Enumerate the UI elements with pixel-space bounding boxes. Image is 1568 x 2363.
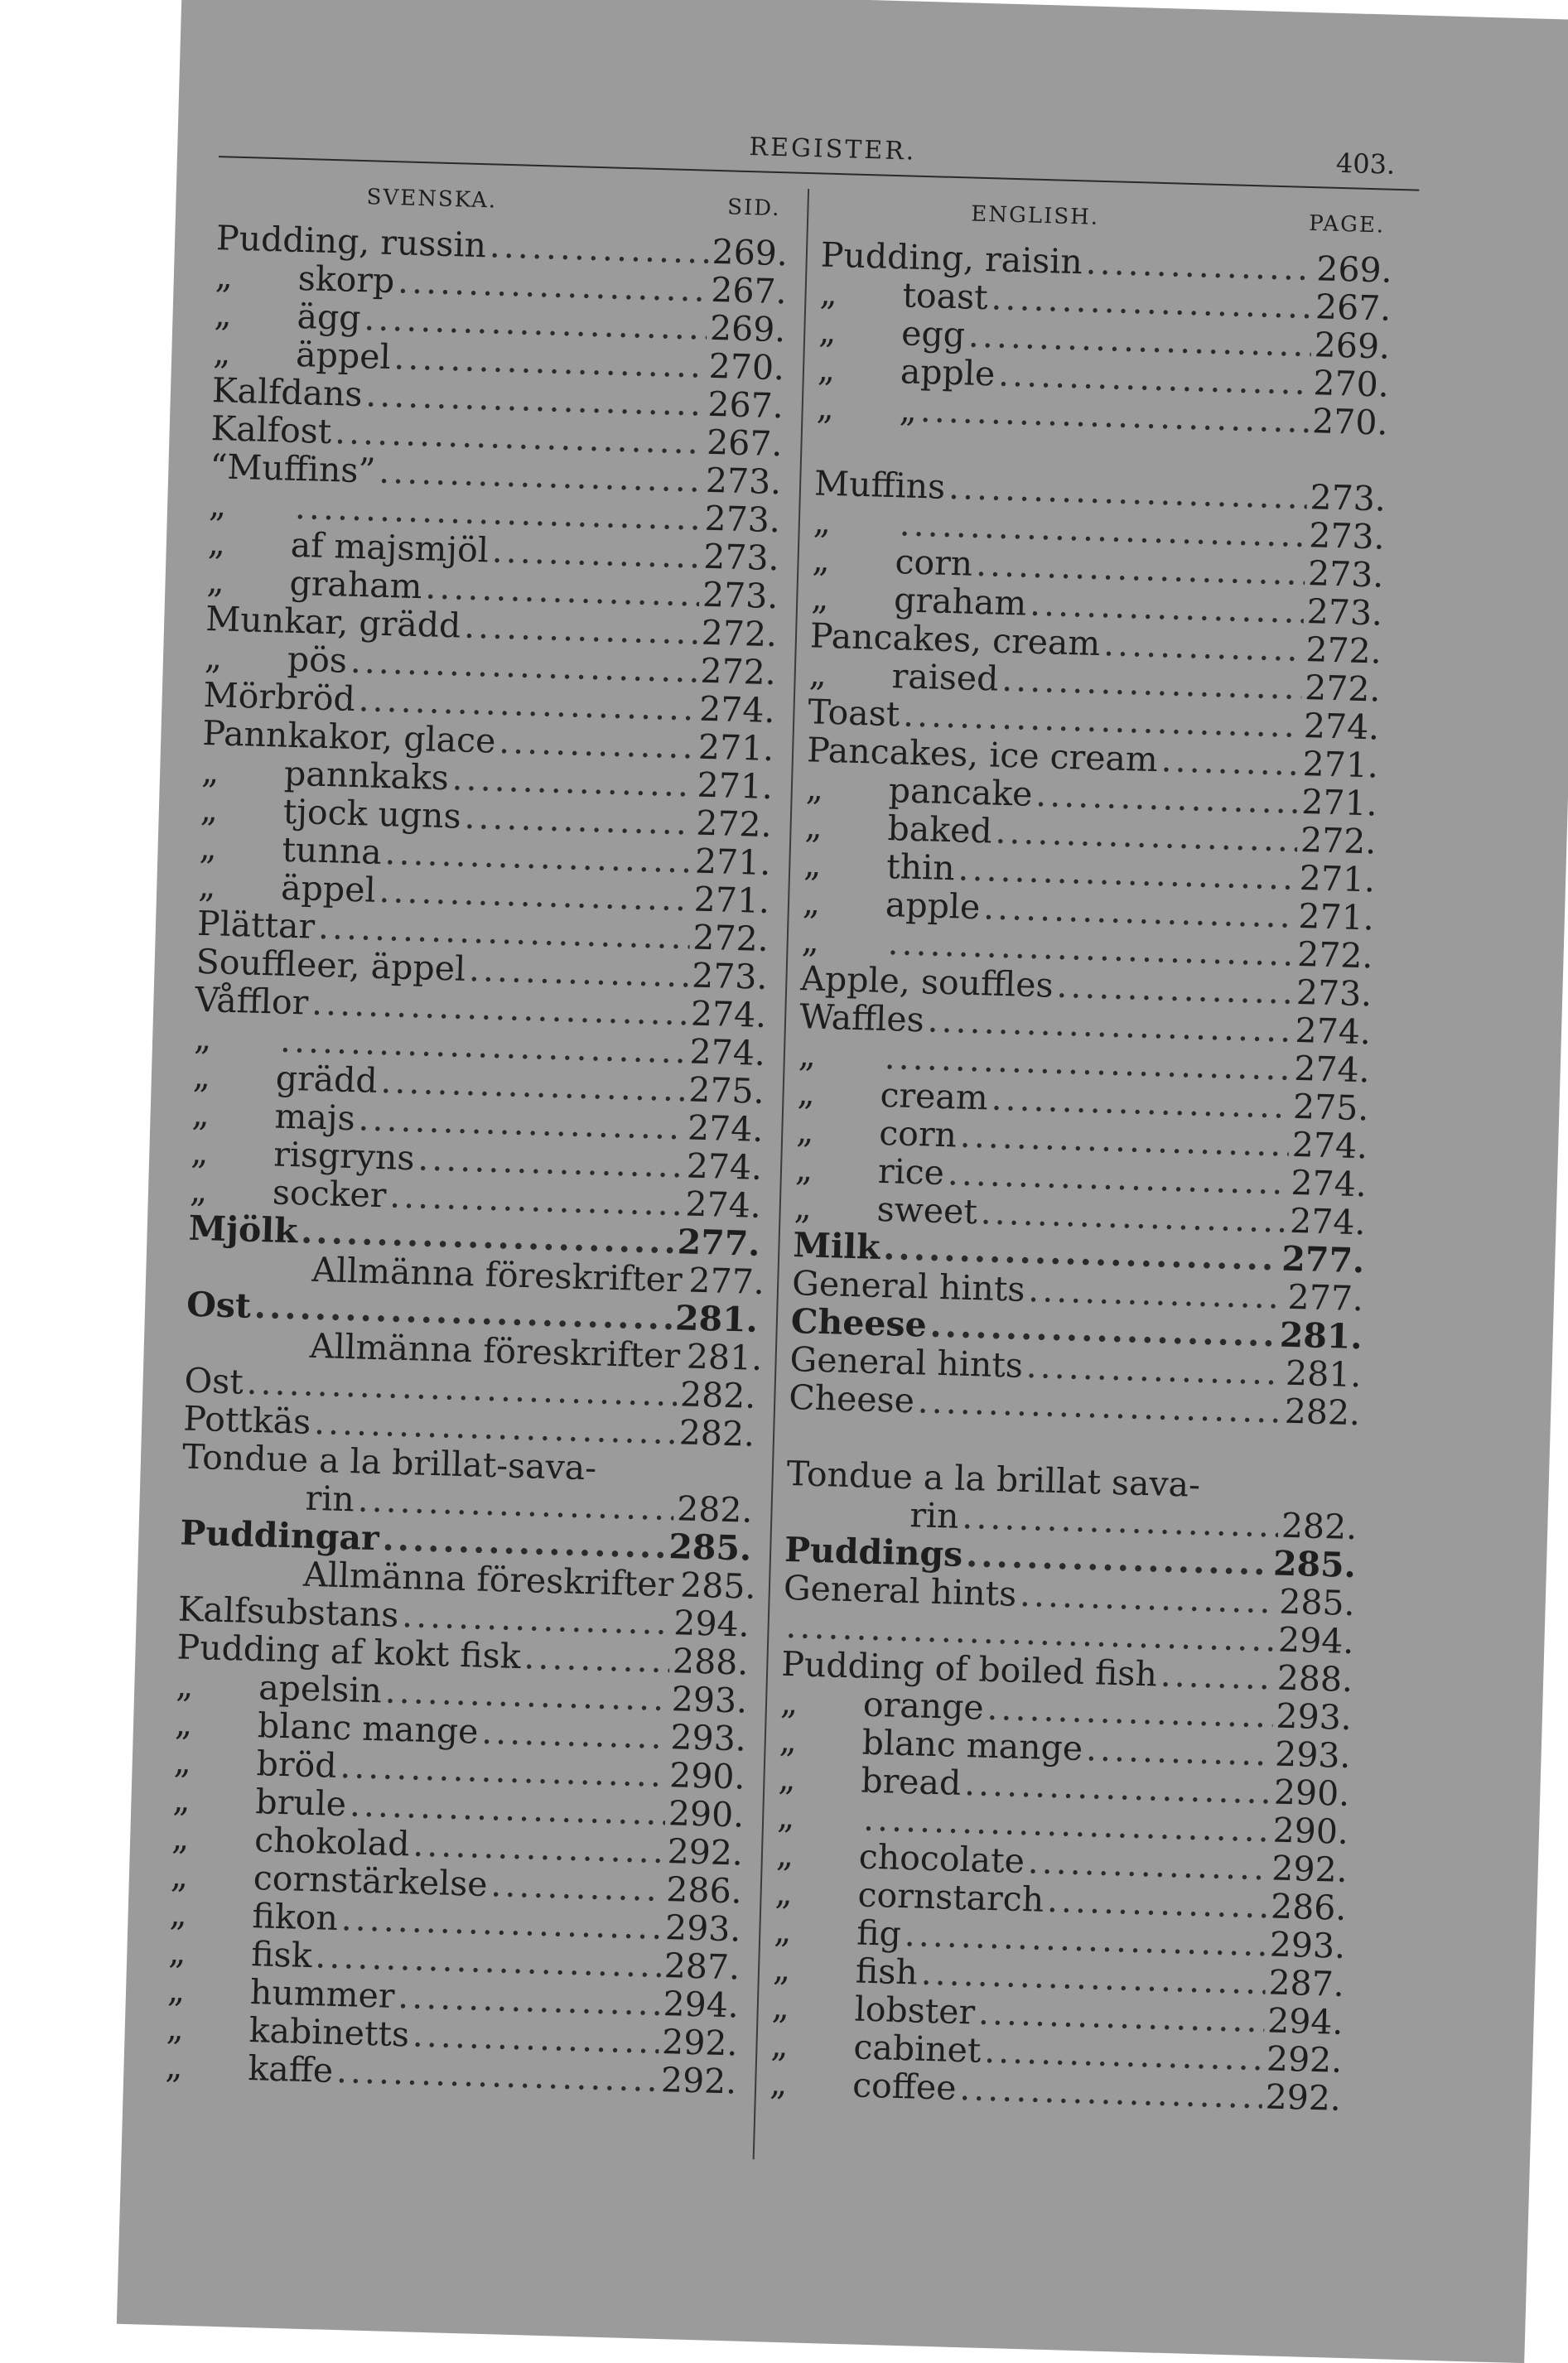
- page-number: 403.: [1335, 147, 1395, 181]
- entry-text: socker: [272, 1173, 387, 1214]
- entry-text: pös: [287, 640, 347, 680]
- dot-leader: [1160, 740, 1300, 783]
- dot-leader: [489, 226, 709, 270]
- entry-text: lobster: [854, 1989, 976, 2031]
- entry-page-number: 272.: [696, 804, 781, 845]
- entry-page-number: 282.: [1284, 1392, 1369, 1433]
- entry-page-number: 269.: [1314, 326, 1399, 366]
- entry-text: orange: [862, 1685, 984, 1727]
- entry-page-number: 272.: [1297, 935, 1382, 976]
- ditto-mark: „: [207, 523, 291, 564]
- entry-text: rice: [877, 1152, 944, 1192]
- dot-leader: [468, 950, 688, 994]
- entry-page-number: 271.: [697, 766, 782, 807]
- entry-page-number: 281.: [1285, 1354, 1370, 1395]
- entry-page-number: 281.: [686, 1337, 771, 1377]
- entry-text: thin: [886, 847, 956, 887]
- entry-text: baked: [887, 809, 992, 851]
- dot-leader: [451, 759, 694, 803]
- entry-page-number: 270.: [708, 347, 794, 388]
- ditto-mark: „: [777, 1797, 861, 1838]
- entry-text: Apple, souffles: [800, 959, 1054, 1005]
- entry-text: Toast: [808, 692, 900, 733]
- entry-page-number: 273.: [1309, 516, 1394, 557]
- entry-text: kabinetts: [248, 2011, 410, 2053]
- entry-page-number: 267.: [711, 271, 796, 311]
- ditto-mark: „: [779, 1683, 863, 1724]
- entry-text: egg: [901, 314, 966, 354]
- entry-text: rin: [305, 1479, 355, 1519]
- entry-page-number: 290.: [669, 1756, 755, 1796]
- ditto-mark: „: [796, 1112, 880, 1152]
- ditto-mark: „: [209, 485, 292, 526]
- entry-page-number: 292.: [662, 2023, 747, 2063]
- entry-page-number: 273.: [1310, 478, 1395, 518]
- entry-page-number: 282.: [1281, 1507, 1366, 1547]
- page-title: REGISTER.: [749, 133, 917, 166]
- entry-page-number: 274.: [1291, 1164, 1376, 1204]
- entry-page-number: 267.: [707, 385, 793, 426]
- entry-page-number: 272.: [692, 918, 778, 958]
- entry-page-number: 272.: [700, 652, 785, 692]
- dot-leader: [677, 1565, 678, 1603]
- ditto-mark: „: [804, 807, 888, 847]
- dot-leader: [491, 532, 701, 576]
- entry-page-number: 267.: [707, 423, 792, 464]
- dot-leader: [1056, 967, 1294, 1011]
- entry-page-number: 286.: [1271, 1887, 1356, 1927]
- dot-leader: [464, 798, 693, 842]
- ditto-mark: „: [176, 1666, 259, 1706]
- dot-leader: [499, 722, 696, 766]
- entry-page-number: 272.: [1300, 821, 1385, 861]
- ditto-mark: „: [171, 1818, 255, 1859]
- ditto-mark: „: [213, 333, 297, 374]
- entry-page-number: 274.: [699, 690, 784, 731]
- entry-page-number: 294.: [1267, 2001, 1353, 2042]
- entry-page-number: 273.: [1306, 592, 1392, 633]
- entry-page-number: 272.: [1305, 668, 1390, 709]
- ditto-mark: „: [775, 1835, 859, 1876]
- entry-text: ägg: [297, 297, 361, 337]
- entry-page-number: 271.: [1302, 745, 1387, 785]
- entry-page-number: 273.: [1295, 973, 1381, 1014]
- entry-page-number: 281.: [674, 1299, 766, 1339]
- page-content: [163, 114, 1421, 2185]
- entry-text: pannkaks: [284, 755, 450, 798]
- entry-text: Mjölk: [188, 1209, 298, 1251]
- entry-page-number: 294.: [663, 1984, 748, 2025]
- ditto-mark: „: [191, 1095, 275, 1136]
- ditto-mark: „: [803, 845, 887, 885]
- dot-leader: [523, 1637, 670, 1680]
- entry-page-number: 273.: [692, 956, 777, 996]
- dot-leader: [1047, 1881, 1268, 1925]
- entry-page-number: 273.: [704, 499, 789, 540]
- ditto-mark: „: [170, 1856, 253, 1897]
- entry-page-number: 274.: [689, 1032, 774, 1073]
- entry-text: Mörbröd: [203, 676, 355, 718]
- entry-page-number: 274.: [1295, 1011, 1380, 1052]
- entry-page-number: 292.: [1271, 1849, 1357, 1889]
- ditto-mark: „: [770, 2026, 854, 2066]
- entry-text: Pudding, russin: [216, 219, 487, 264]
- ditto-mark: „: [215, 257, 298, 297]
- entry-page-number: 271.: [693, 880, 779, 921]
- entry-text: kaffe: [248, 2049, 334, 2090]
- entry-text: Puddings: [784, 1531, 963, 1574]
- entry-text: cream: [880, 1076, 988, 1117]
- entry-page-number: 286.: [666, 1870, 751, 1911]
- entry-page-number: 274.: [1290, 1202, 1375, 1242]
- ditto-mark: „: [797, 1073, 880, 1114]
- entry-page-number: 273.: [1307, 554, 1392, 595]
- entry-page-number: 292.: [1266, 2039, 1351, 2080]
- ditto-mark: „: [201, 752, 285, 793]
- entry-page-number: 271.: [1301, 783, 1387, 823]
- entry-page-number: 277.: [1281, 1239, 1373, 1280]
- entry-page-number: 274.: [686, 1146, 771, 1187]
- entry-page-number: 294.: [1277, 1621, 1363, 1661]
- entry-page-number: 290.: [1272, 1811, 1358, 1851]
- entry-text: General hints: [792, 1264, 1026, 1309]
- entry-page-number: 269.: [1316, 249, 1402, 290]
- entry-page-number: 293.: [670, 1718, 755, 1758]
- dot-leader: [412, 2016, 659, 2061]
- entry-text: „: [899, 390, 918, 429]
- entry-text: Våfflor: [195, 981, 309, 1022]
- ditto-mark: „: [192, 1057, 276, 1097]
- ditto-mark: „: [808, 654, 892, 695]
- entry-text: Tondue a la brillat sava-: [786, 1454, 1200, 1504]
- entry-text: bröd: [256, 1744, 337, 1785]
- ditto-mark: „: [191, 1133, 274, 1174]
- entry-text: brule: [255, 1782, 347, 1823]
- entry-text: Kalfost: [210, 409, 332, 451]
- entry-text: “Muffins”: [210, 447, 376, 490]
- entry-page-number: 292.: [667, 1832, 752, 1873]
- dot-leader: [1027, 1842, 1269, 1887]
- entry-text: Pudding af kokt fisk: [176, 1628, 521, 1676]
- entry-text: Pannkakor, glace: [202, 714, 496, 760]
- dot-leader: [685, 1261, 686, 1299]
- entry-page-number: 269.: [712, 233, 797, 273]
- entry-page-number: 288.: [1276, 1659, 1362, 1700]
- book-page: [117, 0, 1568, 2363]
- ditto-mark: „: [199, 828, 282, 869]
- entry-text: skorp: [297, 259, 395, 300]
- ditto-mark: „: [818, 311, 902, 352]
- entry-text: toast: [902, 276, 988, 316]
- entry-text: Kalfdans: [211, 371, 363, 413]
- ditto-mark: „: [200, 790, 283, 831]
- ditto-mark: „: [198, 866, 282, 907]
- ditto-mark: „: [779, 1721, 862, 1762]
- entry-text: Soufflеer, äppel: [195, 943, 466, 988]
- ditto-mark: „: [805, 769, 889, 809]
- entry-text: coffee: [852, 2066, 958, 2106]
- entry-text: Pottkäs: [183, 1400, 311, 1441]
- entry-text: corn: [895, 543, 973, 583]
- entry-text: äppel: [296, 335, 392, 376]
- entry-page-number: 288.: [672, 1642, 757, 1682]
- entry-text: äppel: [281, 869, 377, 909]
- entry-page-number: 274.: [690, 994, 775, 1034]
- entry-page-number: 274.: [1303, 706, 1388, 747]
- entry-text: pancake: [888, 771, 1033, 813]
- column-heading: SVENSKA.: [366, 185, 497, 213]
- ditto-mark: „: [817, 350, 900, 390]
- entry-page-number: 274.: [1291, 1126, 1377, 1166]
- entry-text: blanc mange: [257, 1706, 479, 1750]
- entry-page-number: 282.: [677, 1489, 762, 1530]
- entry-text: Milk: [793, 1226, 880, 1266]
- entry-page-number: 273.: [703, 538, 789, 578]
- entry-text: fish: [855, 1951, 918, 1991]
- entry-page-number: 282.: [679, 1375, 765, 1415]
- entry-text: hummer: [249, 1973, 395, 2015]
- entry-text: Ost: [186, 1285, 252, 1325]
- ditto-mark: „: [813, 502, 896, 543]
- entry-text: fikon: [252, 1897, 339, 1937]
- dot-leader: [336, 2052, 659, 2099]
- entry-page-number: 287.: [1268, 1963, 1353, 2004]
- english-index-column: [768, 190, 1402, 2177]
- entry-page-number: 293.: [1275, 1735, 1360, 1776]
- entry-text: risgryns: [273, 1135, 415, 1177]
- entry-text: Allmänna föreskrifter: [303, 1555, 674, 1603]
- entry-text: General hints: [789, 1340, 1024, 1385]
- column-heading: ENGLISH.: [971, 202, 1100, 230]
- entry-page-number: 282.: [678, 1413, 764, 1454]
- entry-page-number: 277.: [688, 1261, 774, 1302]
- entry-text: Puddingar: [180, 1513, 379, 1557]
- ditto-mark: „: [194, 1019, 277, 1059]
- entry-page-number: 267.: [1315, 287, 1400, 328]
- entry-text: cornstärkelse: [253, 1859, 488, 1903]
- dot-leader: [464, 607, 699, 652]
- entry-text: Allmänna föreskrifter: [311, 1251, 683, 1299]
- entry-page-number: 290.: [668, 1794, 753, 1835]
- ditto-mark: „: [168, 1932, 252, 1973]
- entry-text: Pancakes, cream: [809, 616, 1101, 663]
- entry-page-number: 277.: [1287, 1278, 1373, 1319]
- entry-text: chocolate: [858, 1838, 1025, 1881]
- entry-text: Pudding of boiled fish: [781, 1645, 1158, 1694]
- swedish-index-column: [163, 172, 798, 2159]
- ditto-mark: „: [772, 1950, 856, 1990]
- ditto-mark: „: [816, 388, 900, 428]
- ditto-mark: „: [811, 578, 895, 619]
- entry-text: tjock ugns: [282, 793, 461, 836]
- dot-leader: [1085, 243, 1314, 287]
- entry-page-number: 272.: [701, 614, 786, 654]
- entry-text: Cheese: [789, 1378, 915, 1420]
- ditto-mark: „: [204, 638, 287, 678]
- entry-page-number: 277.: [677, 1222, 769, 1263]
- entry-page-number: 269.: [709, 309, 794, 350]
- entry-page-number: 273.: [705, 461, 790, 502]
- entry-text: grädd: [275, 1059, 378, 1100]
- ditto-mark: „: [206, 562, 290, 602]
- entry-page-number: 273.: [702, 576, 787, 616]
- ditto-mark: „: [802, 883, 885, 923]
- entry-text: raised: [891, 657, 999, 698]
- dot-leader: [490, 1865, 663, 1908]
- entry-page-number: 270.: [1312, 402, 1397, 442]
- entry-page-number: 285.: [668, 1527, 760, 1568]
- entry-text: fisk: [251, 1935, 312, 1975]
- entry-page-number: 285.: [680, 1565, 765, 1606]
- entry-page-number: 271.: [697, 728, 783, 769]
- dot-leader: [1160, 1656, 1274, 1697]
- entry-text: Allmänna föreskrifter: [309, 1327, 680, 1375]
- entry-page-number: 274.: [685, 1184, 770, 1225]
- entry-text: cornstarch: [857, 1876, 1045, 1919]
- entry-text: apple: [885, 885, 981, 926]
- entry-text: Plättar: [196, 904, 315, 946]
- entry-text: corn: [879, 1114, 958, 1155]
- ditto-mark: „: [189, 1171, 273, 1212]
- column-page-label: SID.: [727, 195, 781, 221]
- entry-text: Waffles: [799, 997, 925, 1039]
- ditto-mark: „: [173, 1742, 257, 1782]
- entry-text: sweet: [876, 1190, 977, 1231]
- entry-page-number: 271.: [1298, 897, 1383, 938]
- entry-page-number: 272.: [1305, 630, 1391, 671]
- entry-page-number: 287.: [663, 1946, 749, 1987]
- entry-text: graham: [894, 581, 1027, 622]
- dot-leader: [1103, 625, 1304, 668]
- entry-text: cabinet: [853, 2028, 982, 2069]
- entry-page-number: 294.: [673, 1603, 759, 1644]
- entry-page-number: 271.: [694, 842, 779, 883]
- entry-text: apelsin: [258, 1668, 383, 1710]
- ditto-mark: „: [798, 1035, 881, 1076]
- ditto-mark: „: [771, 1988, 855, 2028]
- ditto-mark: „: [169, 1894, 253, 1935]
- entry-text: Kalfsubstans: [177, 1589, 399, 1633]
- ditto-mark: „: [214, 295, 297, 335]
- entry-text: apple: [900, 352, 996, 393]
- ditto-mark: „: [172, 1780, 256, 1820]
- dot-leader: [959, 2069, 1263, 2115]
- ditto-mark: „: [165, 2047, 248, 2087]
- entry-text: graham: [289, 564, 422, 605]
- entry-page-number: 293.: [1276, 1697, 1361, 1738]
- ditto-mark: „: [774, 1874, 858, 1914]
- ditto-mark: „: [819, 273, 903, 314]
- entry-page-number: 290.: [1273, 1772, 1358, 1813]
- entry-page-number: 275.: [688, 1070, 774, 1111]
- entry-text: Muffins: [814, 464, 946, 505]
- entry-text: af majsmjöl: [290, 526, 489, 570]
- dot-leader: [481, 1713, 668, 1756]
- entry-page-number: 292.: [660, 2061, 745, 2101]
- entry-text: Munkar, grädd: [205, 600, 461, 645]
- entry-text: Tondue a la brillat-sava-: [181, 1438, 596, 1488]
- entry-page-number: 275.: [1292, 1087, 1377, 1128]
- ditto-mark: „: [794, 1188, 877, 1228]
- entry-page-number: 281.: [1279, 1315, 1371, 1356]
- ditto-mark: „: [166, 1970, 250, 2011]
- entry-text: Cheese: [790, 1302, 927, 1344]
- ditto-mark: „: [794, 1150, 878, 1190]
- entry-page-number: 285.: [1273, 1544, 1365, 1584]
- ditto-mark: „: [812, 540, 895, 581]
- dot-leader: [1085, 1729, 1271, 1772]
- entry-text: blanc mange: [861, 1724, 1083, 1767]
- entry-text: majs: [274, 1097, 355, 1137]
- entry-page-number: 292.: [1265, 2077, 1350, 2118]
- entry-text: Pudding, raisin: [820, 235, 1083, 281]
- entry-page-number: 293.: [671, 1680, 756, 1720]
- entry-text: Ost: [184, 1362, 244, 1401]
- entry-page-number: 293.: [1269, 1925, 1354, 1965]
- entry-page-number: 274.: [1294, 1049, 1379, 1090]
- entry-page-number: 270.: [1313, 364, 1398, 404]
- ditto-mark: „: [801, 921, 885, 962]
- column-page-label: PAGE.: [1309, 211, 1386, 239]
- ditto-mark: „: [174, 1704, 258, 1744]
- entry-text: bread: [861, 1762, 962, 1802]
- entry-page-number: 271.: [1299, 859, 1384, 899]
- ditto-mark: „: [166, 2009, 249, 2049]
- entry-page-number: 274.: [687, 1108, 772, 1149]
- entry-text: General hints: [783, 1569, 1017, 1613]
- ditto-mark: „: [774, 1912, 857, 1952]
- entry-text: fig: [856, 1913, 902, 1952]
- entry-page-number: 293.: [665, 1908, 750, 1949]
- entry-text: rin: [909, 1496, 959, 1536]
- entry-text: chokolad: [254, 1820, 411, 1863]
- entry-page-number: 285.: [1279, 1583, 1364, 1623]
- ditto-mark: „: [770, 2064, 853, 2105]
- entry-text: Pancakes, ice cream: [807, 731, 1159, 779]
- entry-text: tunna: [282, 831, 382, 871]
- ditto-mark: „: [778, 1759, 861, 1800]
